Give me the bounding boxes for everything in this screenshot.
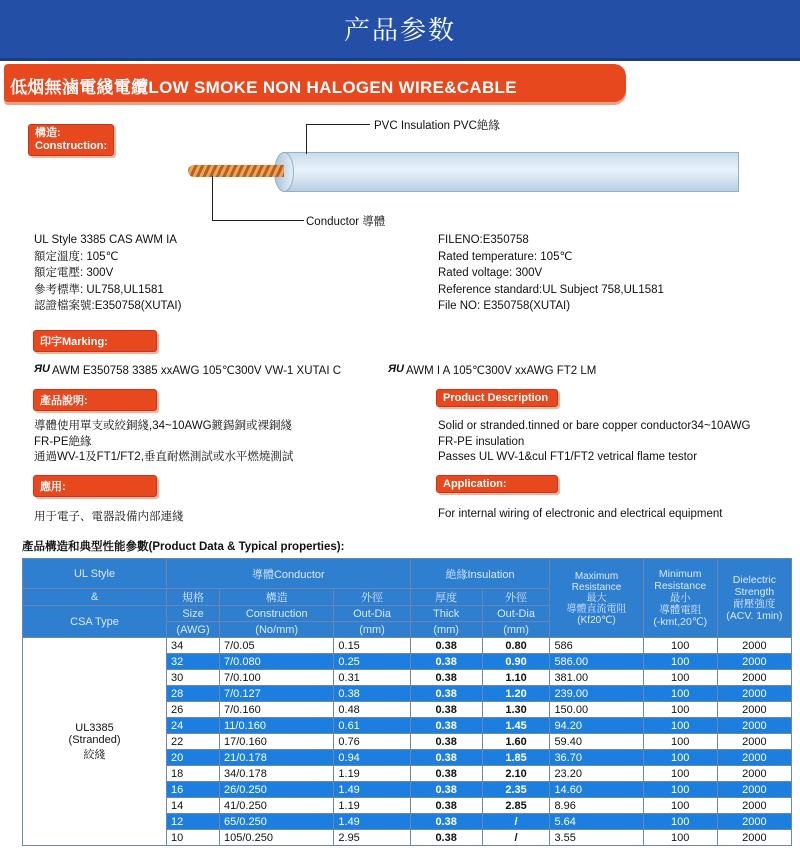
cell-ins-outdia: 2.10 <box>482 766 550 782</box>
cell-ins-outdia: 1.45 <box>482 718 550 734</box>
insulation-leader-line <box>306 124 307 154</box>
cell-thick: 0.38 <box>410 638 482 654</box>
application-cn: 用于電子、電器設備内部連綫 <box>34 511 184 523</box>
conductor-callout: Conductor 導體 <box>306 216 386 228</box>
cell-outdia: 2.95 <box>334 830 410 846</box>
th-dielectric <box>717 559 791 638</box>
cell-size: 14 <box>167 798 220 814</box>
copper-conductor <box>188 165 284 177</box>
cell-ins-outdia: 2.35 <box>482 782 550 798</box>
cell-construction: 21/0.178 <box>220 750 334 766</box>
cell-max-resistance: 14.60 <box>550 782 643 798</box>
description-en-line: Passes UL WV-1&cul FT1/FT2 vetrical flame testor <box>438 451 698 463</box>
cell-construction: 65/0.250 <box>220 814 334 830</box>
marking-tag: 印字Marking: <box>33 330 157 352</box>
th-text: (-kmt,20℃) <box>653 616 708 628</box>
th-insulation: 絶緣Insulation <box>410 559 550 589</box>
description-en <box>438 419 751 466</box>
cell-ins-outdia: 2.85 <box>482 798 550 814</box>
th-text: (Kf20℃) <box>577 614 616 626</box>
cell-ins-outdia: 1.30 <box>482 702 550 718</box>
th-sub-thick-cn: 厚度 <box>410 589 482 606</box>
cell-thick: 0.38 <box>410 718 482 734</box>
description-tag-en: Product Description <box>436 389 558 407</box>
cell-max-resistance: 36.70 <box>550 750 643 766</box>
insulation-leader-line-h <box>306 124 370 125</box>
cell-outdia: 1.49 <box>334 814 410 830</box>
group-label-line: UL3385 <box>75 721 114 734</box>
th-text: (ACV. 1min) <box>726 610 783 622</box>
th-sub-outdia-en: Out-Dia <box>334 606 410 622</box>
th-sub-construction-en: Construction <box>220 606 334 622</box>
construction-tag <box>28 124 114 156</box>
cell-construction: 41/0.250 <box>220 798 334 814</box>
th-min-resistance <box>643 559 717 638</box>
th-text: Maximum <box>574 570 619 582</box>
th-text: Dielectric <box>732 574 776 586</box>
th-text: 耐壓強度 <box>733 598 776 610</box>
cell-dielectric: 2000 <box>717 638 791 654</box>
cell-dielectric: 2000 <box>717 702 791 718</box>
ul-mark-icon: ЯU <box>34 363 50 375</box>
th-sub-ins-outdia-unit: (mm) <box>482 622 550 638</box>
product-data-table <box>22 558 792 846</box>
spec-left-line: 額定電壓: 300V <box>34 267 114 279</box>
th-sub-thick-unit: (mm) <box>410 622 482 638</box>
cell-ins-outdia: 1.60 <box>482 734 550 750</box>
cell-size: 32 <box>167 654 220 670</box>
cell-ins-outdia: / <box>482 814 550 830</box>
description-cn <box>34 419 293 466</box>
cell-thick: 0.38 <box>410 814 482 830</box>
cell-thick: 0.38 <box>410 670 482 686</box>
insulation-jacket <box>283 152 739 192</box>
cell-thick: 0.38 <box>410 798 482 814</box>
page-header <box>0 0 800 61</box>
cell-dielectric: 2000 <box>717 766 791 782</box>
cell-construction: 7/0.160 <box>220 702 334 718</box>
cell-outdia: 0.76 <box>334 734 410 750</box>
cell-min-resistance: 100 <box>643 814 717 830</box>
conductor-leader-line <box>212 176 213 220</box>
cell-max-resistance: 381.00 <box>550 670 643 686</box>
cell-outdia: 0.31 <box>334 670 410 686</box>
th-sub-thick-en: Thick <box>410 606 482 622</box>
banner-title: 低烟無滷電綫電纜LOW SMOKE NON HALOGEN WIRE&CABLE <box>10 78 517 97</box>
th-text: Resistance <box>571 581 622 593</box>
cell-thick: 0.38 <box>410 654 482 670</box>
th-text: 導體直流電阻 <box>566 603 627 615</box>
cell-ins-outdia: 1.85 <box>482 750 550 766</box>
cell-size: 18 <box>167 766 220 782</box>
group-label-line: (Stranded) <box>68 733 121 746</box>
cell-dielectric: 2000 <box>717 718 791 734</box>
cell-thick: 0.38 <box>410 750 482 766</box>
th-max-resistance <box>550 559 643 638</box>
spec-left-line: UL Style 3385 CAS AWM IA <box>34 234 177 246</box>
cell-construction: 7/0.100 <box>220 670 334 686</box>
cell-min-resistance: 100 <box>643 638 717 654</box>
cell-max-resistance: 94.20 <box>550 718 643 734</box>
cell-construction: 11/0.160 <box>220 718 334 734</box>
page-title: 产品参数 <box>343 15 456 45</box>
cell-min-resistance: 100 <box>643 750 717 766</box>
cell-min-resistance: 100 <box>643 782 717 798</box>
cell-outdia: 1.19 <box>334 798 410 814</box>
cell-outdia: 0.25 <box>334 654 410 670</box>
cell-dielectric: 2000 <box>717 798 791 814</box>
spec-right-line: Reference standard:UL Subject 758,UL1581 <box>438 283 664 296</box>
cell-construction: 26/0.250 <box>220 782 334 798</box>
cell-dielectric: 2000 <box>717 782 791 798</box>
cell-max-resistance: 239.00 <box>550 686 643 702</box>
th-amp: & <box>23 589 167 606</box>
application-tag-en: Application: <box>436 475 558 493</box>
conductor-leader-line-h <box>212 220 304 221</box>
cell-size: 12 <box>167 814 220 830</box>
cell-ins-outdia: 0.80 <box>482 638 550 654</box>
th-text: 最大 <box>586 592 607 604</box>
cell-thick: 0.38 <box>410 702 482 718</box>
th-text: Strength <box>734 586 775 598</box>
cell-outdia: 0.94 <box>334 750 410 766</box>
cell-ins-outdia: / <box>482 830 550 846</box>
cell-dielectric: 2000 <box>717 750 791 766</box>
th-sub-size-cn: 規格 <box>167 589 220 606</box>
cell-construction: 7/0.05 <box>220 638 334 654</box>
product-banner <box>4 64 626 102</box>
cell-min-resistance: 100 <box>643 798 717 814</box>
th-text: Resistance <box>654 580 707 592</box>
cell-min-resistance: 100 <box>643 686 717 702</box>
cell-size: 28 <box>167 686 220 702</box>
cell-size: 20 <box>167 750 220 766</box>
description-cn-line: FR-PE絶緣 <box>34 435 92 448</box>
cell-construction: 7/0.127 <box>220 686 334 702</box>
cell-size: 10 <box>167 830 220 846</box>
cell-thick: 0.38 <box>410 782 482 798</box>
cell-size: 34 <box>167 638 220 654</box>
marking-text-1: AWM E350758 3385 xxAWG 105℃300V VW-1 XUTAI C <box>52 365 342 377</box>
cell-dielectric: 2000 <box>717 830 791 846</box>
group-label <box>23 638 167 846</box>
th-sub-construction-cn: 構造 <box>220 589 334 606</box>
th-sub-ins-outdia-cn: 外徑 <box>482 589 550 606</box>
cell-ins-outdia: 1.10 <box>482 670 550 686</box>
th-conductor: 導體Conductor <box>167 559 411 589</box>
cell-construction: 7/0.080 <box>220 654 334 670</box>
th-sub-construction-unit: (No/mm) <box>220 622 334 638</box>
description-cn-line: 導體使用單支或絞銅綫,34~10AWG鍍錫銅或裸銅綫 <box>34 420 293 432</box>
cell-dielectric: 2000 <box>717 814 791 830</box>
cell-dielectric: 2000 <box>717 670 791 686</box>
th-text: 最小 <box>669 592 691 604</box>
th-ul-style: UL Style <box>23 559 167 589</box>
description-tag-cn: 產品說明: <box>33 389 157 411</box>
spec-right-line: FILENO:E350758 <box>438 234 529 246</box>
cell-ins-outdia: 0.90 <box>482 654 550 670</box>
cell-construction: 34/0.178 <box>220 766 334 782</box>
th-text: Minimum <box>658 568 702 580</box>
cell-min-resistance: 100 <box>643 654 717 670</box>
table-row <box>23 638 792 654</box>
spec-right-line: File NO: E350758(XUTAI) <box>438 300 571 312</box>
table-body <box>23 638 792 846</box>
cell-outdia: 1.19 <box>334 766 410 782</box>
application-en: For internal wiring of electronic and electrical equipment <box>438 508 723 520</box>
cell-min-resistance: 100 <box>643 670 717 686</box>
cell-dielectric: 2000 <box>717 686 791 702</box>
cell-max-resistance: 3.55 <box>550 830 643 846</box>
cell-outdia: 1.49 <box>334 782 410 798</box>
th-sub-ins-outdia-en: Out-Dia <box>482 606 550 622</box>
cell-dielectric: 2000 <box>717 734 791 750</box>
th-sub-outdia-cn: 外徑 <box>334 589 410 606</box>
cell-min-resistance: 100 <box>643 830 717 846</box>
cell-min-resistance: 100 <box>643 718 717 734</box>
description-en-line: FR-PE insulation <box>438 435 525 448</box>
specs-right <box>438 232 664 315</box>
cell-thick: 0.38 <box>410 830 482 846</box>
construction-label-en: Construction: <box>35 140 108 152</box>
marking-text-2: AWM I A 105℃300V xxAWG FT2 LM <box>406 365 597 377</box>
spec-left-line: 參考標準: UL758,UL1581 <box>34 283 164 296</box>
cell-min-resistance: 100 <box>643 702 717 718</box>
cell-thick: 0.38 <box>410 686 482 702</box>
cell-size: 24 <box>167 718 220 734</box>
cell-outdia: 0.48 <box>334 702 410 718</box>
cell-dielectric: 2000 <box>717 654 791 670</box>
group-label-line: 絞綫 <box>83 748 106 761</box>
cell-max-resistance: 5.64 <box>550 814 643 830</box>
cell-max-resistance: 23.20 <box>550 766 643 782</box>
th-text: 導體電阻 <box>659 604 702 616</box>
table-title: 產品構造和典型性能參數(Product Data & Typical properties): <box>22 541 345 553</box>
cell-max-resistance: 8.96 <box>550 798 643 814</box>
cell-max-resistance: 150.00 <box>550 702 643 718</box>
cell-min-resistance: 100 <box>643 766 717 782</box>
cell-size: 30 <box>167 670 220 686</box>
cell-thick: 0.38 <box>410 766 482 782</box>
cell-construction: 105/0.250 <box>220 830 334 846</box>
cell-size: 22 <box>167 734 220 750</box>
cell-min-resistance: 100 <box>643 734 717 750</box>
spec-left-line: 認證檔案號:E350758(XUTAI) <box>34 300 182 312</box>
application-tag-cn: 應用: <box>33 475 157 497</box>
description-en-line: Solid or stranded.tinned or bare copper conductor34~10AWG <box>438 420 751 432</box>
cell-size: 26 <box>167 702 220 718</box>
spec-left-line: 額定溫度: 105℃ <box>34 250 119 263</box>
cell-max-resistance: 586 <box>550 638 643 654</box>
cell-ins-outdia: 1.20 <box>482 686 550 702</box>
cell-max-resistance: 59.40 <box>550 734 643 750</box>
cable-illustration <box>188 152 738 190</box>
cell-outdia: 0.15 <box>334 638 410 654</box>
ul-mark-icon: ЯU <box>388 363 404 375</box>
cell-max-resistance: 586.00 <box>550 654 643 670</box>
th-sub-outdia-unit: (mm) <box>334 622 410 638</box>
spec-right-line: Rated temperature: 105℃ <box>438 250 573 263</box>
th-sub-size-unit: (AWG) <box>167 622 220 638</box>
th-sub-size-en: Size <box>167 606 220 622</box>
th-csa-type: CSA Type <box>23 606 167 638</box>
spec-right-line: Rated voltage: 300V <box>438 267 543 279</box>
cell-size: 16 <box>167 782 220 798</box>
cell-thick: 0.38 <box>410 734 482 750</box>
insulation-callout: PVC Insulation PVC絶緣 <box>374 120 500 132</box>
specs-left <box>34 232 181 315</box>
cell-outdia: 0.61 <box>334 718 410 734</box>
description-cn-line: 通過WV-1及FT1/FT2,垂直耐燃測試或水平燃燒測試 <box>34 451 294 463</box>
construction-label-cn: 構造: <box>35 127 61 139</box>
cell-construction: 17/0.160 <box>220 734 334 750</box>
cell-outdia: 0.38 <box>334 686 410 702</box>
